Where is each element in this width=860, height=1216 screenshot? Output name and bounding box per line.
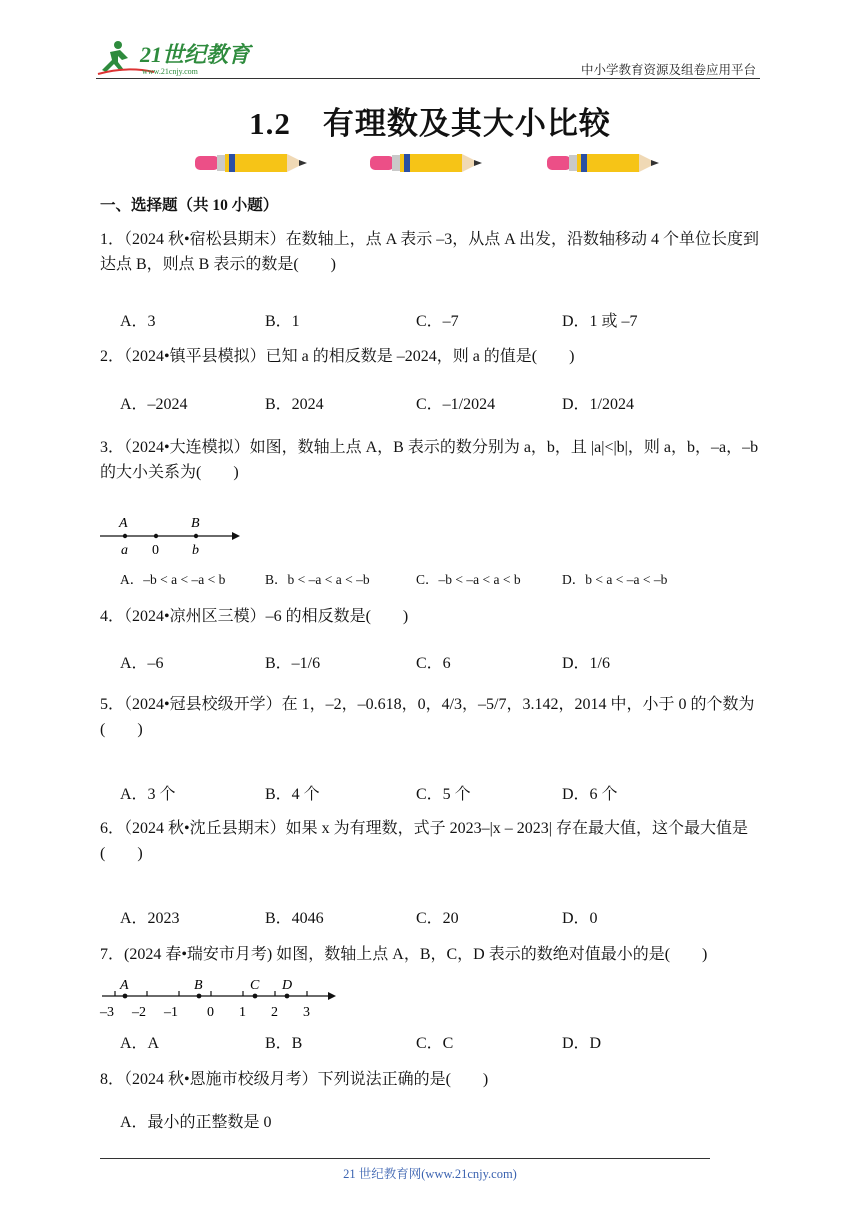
option-d[interactable]: D．1/2024	[562, 396, 635, 413]
option-b[interactable]: B．B	[265, 1035, 303, 1052]
point-label-d: D	[282, 978, 293, 993]
option-d[interactable]: D．0	[562, 910, 598, 927]
question-1: 1．（2024 秋•宿松县期末）在数轴上，点 A 表示 –3，从点 A 出发，沿数轴移动 4 个单位长度到达点 B，则点 B 表示的数是( )	[100, 231, 759, 273]
question-3: 3．（2024•大连模拟）如图，数轴上点 A，B 表示的数分别为 a，b，且 |a|<|b|，则 a，b，–a，–b 的大小关系为( )	[100, 439, 759, 481]
option-d[interactable]: D．b < a < –a < –b	[562, 572, 668, 587]
question-1-options	[120, 308, 760, 330]
question-4: 4．（2024•凉州区三模）–6 的相反数是( )	[100, 608, 409, 625]
pencil-icon	[195, 154, 307, 172]
logo-url: www.21cnjy.com	[142, 67, 198, 76]
option-b[interactable]: B．4 个	[265, 786, 320, 803]
question-8: 8．（2024 秋•恩施市校级月考）下列说法正确的是( )	[100, 1071, 489, 1088]
option-c[interactable]: C．6	[416, 655, 451, 672]
question-3-options	[120, 568, 760, 590]
site-logo	[96, 36, 256, 78]
tick-label: 0	[152, 543, 159, 558]
tick-label: 0	[207, 1005, 214, 1020]
tick-label: b	[192, 543, 199, 558]
question-7-options	[120, 1030, 760, 1052]
footer-divider	[100, 1158, 710, 1159]
number-line-figure-q3	[98, 512, 243, 558]
option-c[interactable]: C．C	[416, 1035, 454, 1052]
option-a[interactable]: A．2023	[120, 910, 180, 927]
question-7: 7．(2024 春•瑞安市月考) 如图，数轴上点 A，B，C，D 表示的数绝对值最小的是( )	[100, 946, 708, 963]
pencil-icon	[547, 154, 659, 172]
question-8-options	[120, 1109, 760, 1131]
option-d[interactable]: D．1 或 –7	[562, 313, 638, 330]
tick-label: –3	[100, 1005, 114, 1020]
tick-label: –1	[164, 1005, 178, 1020]
option-c[interactable]: C．5 个	[416, 786, 471, 803]
tick-label: 2	[271, 1005, 278, 1020]
point-label-b: B	[194, 978, 203, 993]
option-a[interactable]: A．–6	[120, 655, 164, 672]
point-label-a: A	[119, 516, 128, 531]
option-a[interactable]: A．3	[120, 313, 156, 330]
point-label-a: A	[120, 978, 129, 993]
question-2-options	[120, 391, 760, 413]
option-c[interactable]: C．–b < –a < a < b	[416, 572, 521, 587]
option-c[interactable]: C．20	[416, 910, 459, 927]
header-divider	[96, 78, 760, 79]
footer-link[interactable]: 21 世纪教育网(www.21cnjy.com)	[343, 1167, 517, 1181]
option-b[interactable]: B．b < –a < a < –b	[265, 572, 370, 587]
option-a[interactable]: A．–b < a < –a < b	[120, 572, 226, 587]
option-b[interactable]: B．1	[265, 313, 300, 330]
option-b[interactable]: B．–1/6	[265, 655, 321, 672]
point-label-c: C	[250, 978, 260, 993]
option-d[interactable]: D．D	[562, 1035, 602, 1052]
page-title: 1.2 有理数及其大小比较	[249, 106, 611, 141]
question-6: 6．（2024 秋•沈丘县期末）如果 x 为有理数，式子 2023–|x – 2023| 存在最大值，这个最大值是( )	[100, 820, 749, 862]
tick-label: –2	[132, 1005, 146, 1020]
option-b[interactable]: B．4046	[265, 910, 324, 927]
question-6-options	[120, 905, 760, 927]
tick-label: a	[121, 543, 128, 558]
question-2: 2．（2024•镇平县模拟）已知 a 的相反数是 –2024，则 a 的值是( )	[100, 348, 575, 365]
number-line-figure-q7	[98, 974, 343, 1022]
question-5-options	[120, 781, 760, 803]
section-heading: 一、选择题（共 10 小题）	[100, 197, 279, 214]
option-d[interactable]: D．1/6	[562, 655, 611, 672]
option-c[interactable]: C．–7	[416, 313, 459, 330]
pencil-icon	[370, 154, 482, 172]
option-d[interactable]: D．6 个	[562, 786, 618, 803]
logo-text: 21世纪教育	[140, 42, 251, 67]
option-a[interactable]: A．–2024	[120, 396, 188, 413]
question-5: 5．（2024•冠县校级开学）在 1，–2，–0.618，0，4/3，–5/7，3.142，2014 中，小于 0 的个数为( )	[100, 696, 755, 738]
pencil-decoration	[195, 150, 675, 176]
question-4-options	[120, 650, 760, 672]
option-b[interactable]: B．2024	[265, 396, 324, 413]
point-label-b: B	[191, 516, 200, 531]
option-a[interactable]: A．3 个	[120, 786, 176, 803]
option-a[interactable]: A．A	[120, 1035, 160, 1052]
tick-label: 3	[303, 1005, 310, 1020]
option-a[interactable]: A．最小的正整数是 0	[120, 1114, 272, 1131]
header-platform-text: 中小学教育资源及组卷应用平台	[580, 63, 756, 77]
tick-label: 1	[239, 1005, 246, 1020]
option-c[interactable]: C．–1/2024	[416, 396, 496, 413]
